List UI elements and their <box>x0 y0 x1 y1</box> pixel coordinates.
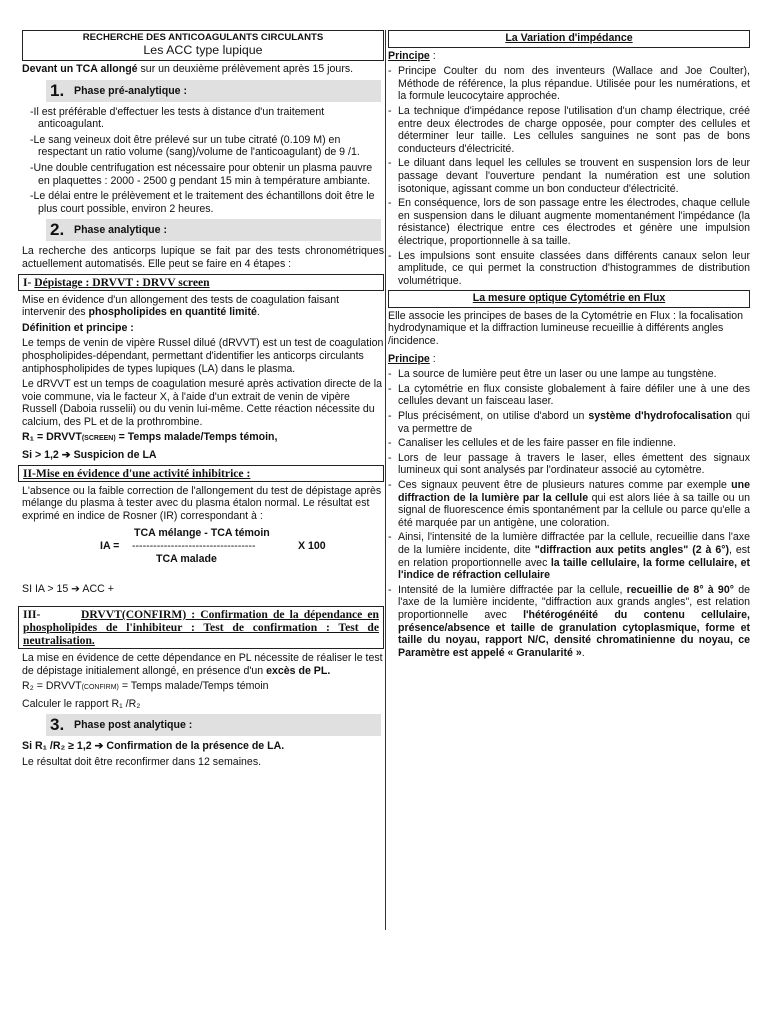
section-1-text: Mise en évidence d'un allongement des tests de coagulation faisant intervenir des phospholipides en quantité limité. <box>22 293 340 319</box>
r1-formula: R₁ = DRVVT(SCREEN) = Temps malade/Temps témoin, <box>22 431 278 444</box>
list-item: - Plus précisément, on utilise d'abord un système d'hydrofocalisation qui va permettre de <box>388 410 750 435</box>
cytometry-title-box <box>388 290 750 308</box>
intro-text: Devant un TCA allongé sur un deuxième prélèvement après 15 jours. <box>22 63 354 75</box>
list-item: -Le sang veineux doit être prélevé sur un tube citraté (0.109 M) en respectant un ratio volume (sang)/volume de l'anticoagulant) de 9 /1. <box>30 133 360 159</box>
definition-title: Définition et principe : <box>22 321 134 334</box>
definition-paragraph-2: Le dRVVT est un temps de coagulation mesuré après activation directe de la voie commune, via le facteur X, à l'aide d'un extrait de venin de vipère Russell (Daboia russelii) ou du venin lui-même. Cette réaction nécessite du calcium, des PL et de la prothrombine. <box>22 378 383 428</box>
list-item: - La technique d'impédance repose l'utilisation d'un champ électrique, créé entre deux électrodes de charge opposée, pour compter des cellules et déterminer leur taille. Les cellules sanguines ne sont pas de bons conducteurs d'électricité. <box>388 104 750 155</box>
r1-condition: Si > 1,2 ➔ Suspicion de LA <box>22 449 157 462</box>
section-1-header: I- Dépistage : DRVVT : DRVV screen <box>18 274 384 291</box>
section-1-title: Dépistage : DRVVT : DRVV screen <box>34 275 210 289</box>
formula-bar: ----------------------------------- <box>132 540 256 553</box>
section-3-title: DRVVT(CONFIRM) : Confirmation de la dépendance en phospholipides de l'inhibiteur : Test de confirmation : Test de neutralisation. <box>23 608 379 648</box>
ia-condition: SI IA > 15 ➔ ACC + <box>22 583 114 596</box>
list-item: -Une double centrifugation est nécessaire pour obtenir un plasma pauvre en plaquettes : 2000 - 2500 g pendant 15 min à température ambiante. <box>30 161 373 187</box>
list-item: - La cytométrie en flux consiste globalement à faire défiler une à une des cellules devant un faisceau laser. <box>388 382 750 408</box>
analytic-text: La recherche des anticorps lupique se fait par des tests chronométriques actuellement automatisés. Elle peut se faire en 4 étapes : <box>22 245 384 270</box>
definition-paragraph-1: Le temps de venin de vipère Russel dilué (dRVVT) est un test de coagulation phospholipides-dépendant, permettant d'identifier les anticorps circulants antiphospholipides de types lupiques (LA) dans le plasma. <box>22 337 384 375</box>
formula-ia: IA = <box>100 540 120 553</box>
list-item: - Lors de leur passage à travers le laser, elles émettent des signaux lumineux qui sont analysés par l'ordinateur associé au cytomètre. <box>388 451 750 477</box>
main-title: RECHERCHE DES ANTICOAGULANTS CIRCULANTS <box>82 32 324 43</box>
list-item: - Les impulsions sont ensuite classées dans différents canaux selon leur amplitude, ce qui permet la construction d'histogrammes de distribution volumétrique. <box>388 249 750 287</box>
section-2-title: II-Mise en évidence d'une activité inhibitrice : <box>23 466 251 480</box>
phase-1-number: 1. <box>50 80 65 100</box>
formula-denominator: TCA malade <box>156 553 217 566</box>
impedance-title: La Variation d'impédance <box>505 32 633 44</box>
list-item: -Le délai entre le prélèvement et le traitement des échantillons doit être le plus court possible, environ 2 heures. <box>30 190 375 215</box>
list-item: -Il est préférable d'effectuer les tests à distance d'un traitement anticoagulant. <box>30 105 325 131</box>
phase-1-header <box>46 80 381 102</box>
impedance-list <box>388 65 750 287</box>
pre-analytic-list <box>22 106 384 216</box>
list-item: - Intensité de la lumière diffractée par la cellule, recueillie de 8° à 90° de l'axe de la lumière incidente, "diffraction aux grands angles", est relation proportionnelle avec l'hétérogénéité du contenu cellulaire, présence/absence et taille de granulation cytoplasmique, forme et taille du noyau, rapport N/C, densité chromatinienne du noyau, ce Paramètre est appelé « Granularité ». <box>388 583 750 659</box>
phase-2-label: Phase analytique : <box>74 224 168 237</box>
list-item: - Ces signaux peuvent être de plusieurs natures comme par exemple une diffraction de la lumière par la cellule qui est alors liée à sa taille ou un signal de fluorescence émis spontanément par la cellule ou parce qu'elle a été marquée par un antigène, une coloration. <box>388 479 750 529</box>
list-item: - En conséquence, lors de son passage entre les électrodes, chaque cellule en suspension dans le diluant augmente momentanément l'impédance (la résistance) électrique entre ces électrodes et génère une impulsion électrique, proportionnelle à sa taille. <box>388 197 750 247</box>
formula-numerator: TCA mélange - TCA témoin <box>134 527 270 540</box>
left-column <box>22 30 384 772</box>
phase-3-label: Phase post analytique : <box>74 719 193 732</box>
list-item: - La source de lumière peut être un laser ou une lampe au tungstène. <box>388 368 717 381</box>
section-3-header: III- DRVVT(CONFIRM) : Confirmation de la dépendance en phospholipides de l'inhibiteur : Test de confirmation : Test de neutralisation. <box>18 606 384 649</box>
main-subtitle: Les ACC type lupique <box>143 43 263 57</box>
phase-2-number: 2. <box>50 220 65 240</box>
phase-2-header <box>46 219 381 241</box>
section-3-text: La mise en évidence de cette dépendance en PL nécessite de réaliser le test de dépistage initialement allongé, en présence d'un excès de PL. <box>22 652 383 677</box>
principe-heading: Principe : <box>388 49 436 62</box>
list-item: - Le diluant dans lequel les cellules se trouvent en suspension lors de leur passage devant l'ouverture pendant la numération est une solution isotonique, agissant comme un bon conducteur d'électricité. <box>388 157 750 195</box>
ratio-text: Calculer le rapport R₁ /R₂ <box>22 697 141 710</box>
phase-3-header <box>46 714 381 736</box>
cytometry-title: La mesure optique Cytométrie en Flux <box>472 292 666 305</box>
post-analytic-condition: Si R₁ /R₂ ≥ 1,2 ➔ Confirmation de la présence de LA. <box>22 740 285 753</box>
rosner-formula <box>22 525 384 577</box>
list-item: - Canaliser les cellules et de les faire passer en file indienne. <box>388 437 676 450</box>
post-analytic-text: Le résultat doit être reconfirmer dans 12 semaines. <box>22 756 262 768</box>
cytometry-intro: Elle associe les principes de bases de la Cytométrie en Flux : la focalisation hydrodynamique et la diffraction lumineuse recueillie à différents angles /incidence. <box>388 309 744 348</box>
formula-multiplier: X 100 <box>298 540 326 553</box>
column-divider <box>385 30 386 930</box>
section-2-header <box>18 465 384 482</box>
list-item: - Principe Coulter du nom des inventeurs (Wallace and Joe Coulter), Méthode de référence, la plus répandue. Utilisée pour les numérations, et la formule leucocytaire approchée. <box>388 65 750 103</box>
cytometry-list <box>388 368 750 659</box>
principe-heading-2: Principe : <box>388 352 436 365</box>
phase-3-number: 3. <box>50 715 65 735</box>
impedance-title-box <box>388 30 750 48</box>
main-title-box <box>22 30 384 61</box>
right-column <box>388 30 750 661</box>
section-2-text: L'absence ou la faible correction de l'allongement du test de dépistage après mélange du plasma à tester avec du plasma étalon normal. Le résultat est exprimé en indice de Rosner (IR) correspondant à : <box>22 484 382 522</box>
phase-1-label: Phase pré-analytique : <box>74 84 188 97</box>
r2-formula: R₂ = DRVVT(CONFIRM) = Temps malade/Temps témoin <box>22 680 269 693</box>
list-item: - Ainsi, l'intensité de la lumière diffractée par la cellule, recueillie dans l'axe de la lumière incidente, dite "diffraction aux petits angles" (2 à 6°), est en relation proportionnelle avec la taille cellulaire, la forme cellulaire, et l'indice de réfraction cellulaire <box>388 531 750 582</box>
